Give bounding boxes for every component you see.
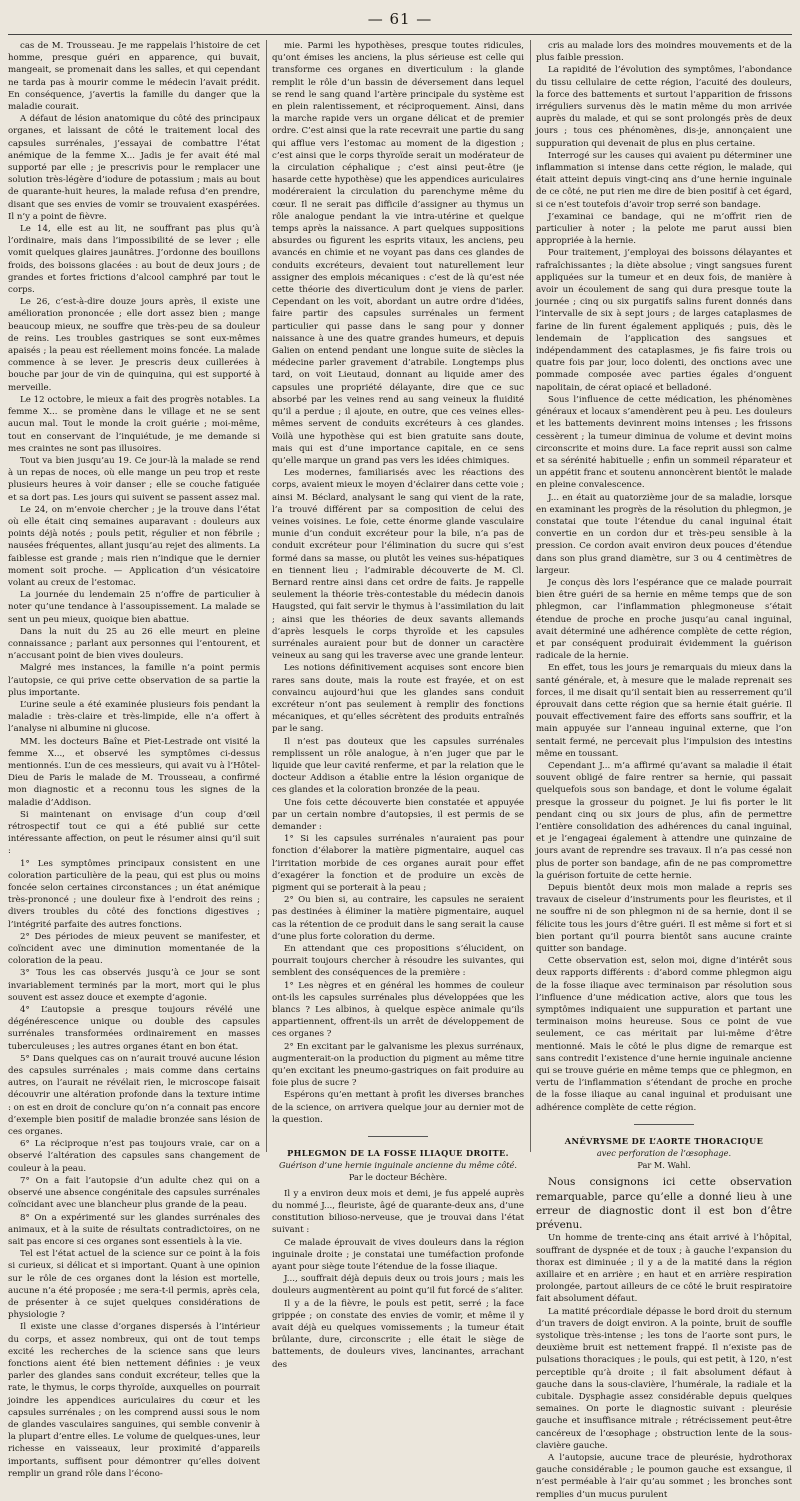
page-header xyxy=(0,10,800,32)
paragraph: Si maintenant on envisage d’un coup d’œil rétrospectif tout ce qui a été publié sur cette intéressante affection, on peut le résumer ainsi qu’il suit : xyxy=(8,809,260,857)
paragraph: 8° On a expérimenté sur les glandes surrénales des animaux, et à la suite de résultats contradictoires, on ne sait pas encore si ces organes sont essentiels à la vie. xyxy=(8,1212,260,1247)
paragraph: mie. Parmi les hypothèses, presque toutes ridicules, qu’ont émises les anciens, la plus sérieuse est celle qui transforme ces organes en diverticulum : la glande remplit le rôle d’un bassin de déversement dans lequel se rend le sang quand l’artère principale du système est en plein ralentissement, et réciproquement. Ainsi, dans la marche rapide vers un organe délicat et de premier ordre. C’est ainsi que la rate recevrait une partie du sang qui afflue vers l’estomac au moment de la digestion ; c’est ainsi que le corps thyroïde serait un modérateur de la circulation céphalique ; c’est ainsi peut-être (je hasarde cette hypothèse) que les appendices auriculaires modéreraient la circulation du parenchyme même du cœur. Il ne serait pas difficile d’assigner au thymus un rôle analogue pendant la vie intra-utérine et quelque temps après la naissance. A part quelques suppositions absurdes ou figurent les esprits vitaux, les anciens, peu avancés en chimie et ne voyant pas dans ces glandes de conduits excréteurs, devaient tout naturellement leur assigner des emplois mécaniques : c’est de là qu’est née cette théorie des diverticulum dont je viens de parler. Cependant on les voit, abordant un autre ordre d’idées, faire partir des capsules surrénales un ferment particulier qui passe dans le sang pour y donner naissance à une des quatre grandes humeurs, et depuis Galien on entend pendant une longue suite de siècles la médecine parler gravement d’atrabile. Longtemps plus tard, on voit Lieutaud, donnant au liquide amer des capsules une propriété délayante, dire que ce suc absorbé par les veines rend au sang veineux la fluidité qu’il a perdue ; il ajoute, en outre, que ces veines elles-mêmes servent de conduits excréteurs à ces glandes. Voilà une hypothèse qui est bien gratuite sans doute, mais qui est d’une importance capitale, en ce sens qu’elle marque un grand pas vers les idées chimiques. xyxy=(272,41,524,466)
paragraph: Les modernes, familiarisés avec les réactions des corps, avaient mieux le moyen d’éclairer dans cette voie ; ainsi M. Béclard, analysant le sang qui vient de la rate, l’a trouvé différent par sa composition de celui des veines voisines. Le foie, cette énorme glande vasculaire munie d’un conduit excréteur pour la bile, n’a pas de conduit excréteur pour l’élimination du sucre qui s’est formé dans sa masse, ou plutôt les veines sus-hépatiques en tiennent lieu ; l’admirable découverte de M. Cl. Bernard rentre ainsi dans cet ordre de faits. Je rappelle seulement la théorie très-contestable du médecin danois Haugsted, qui fait servir le thymus à l’assimilation du lait ; ainsi que les théories de deux savants allemands d’après lesquels le corps thyroïde et les capsules surrénales auraient pour but de donner un caractère veineux au sang qui les traverse avec une grande lenteur. xyxy=(272,468,524,662)
paragraph: MM. les docteurs Baîne et Piet-Lestrade ont visité la femme X..., et observé les symptômes ci-dessus mentionnés. L’un de ces messieurs, qui avait vu à l’Hôtel-Dieu de Paris le malade de M. Trousseau, a confirmé mon diagnostic et a reconnu tous les signes de la maladie d’Addison. xyxy=(8,736,260,808)
paragraph: 1° Si les capsules surrénales n’auraient pas pour fonction d’élaborer la matière pigmentaire, auquel cas l’irritation morbide de ces organes aurait pour effet d’exagérer la fonction et de produire un excès de pigment qui se porterait à la peau ; xyxy=(272,834,524,894)
paragraph: Il n’est pas douteux que les capsules surrénales remplissent un rôle analogue, à n’en juger que par le liquide que leur cavité renferme, et par la relation que le docteur Addison a établie entre la lésion organique de ces glandes et la coloration bronzée de la peau. xyxy=(272,736,524,796)
paragraph: En attendant que ces propositions s’élucident, on pourrait toujours chercher à résoudre les suivantes, qui semblent des conséquences de la première : xyxy=(272,944,524,979)
paragraph: 6° La réciproque n’est pas toujours vraie, car on a observé l’altération des capsules sans changement de couleur à la peau. xyxy=(8,1139,260,1174)
paragraph: 4° L’autopsie a presque toujours révélé une dégénérescence unique ou double des capsules surrénales transformées ordinairement en masses tuberculeuses ; les autres organes étant en bon état. xyxy=(8,1005,260,1052)
paragraph: J’examinai ce bandage, qui ne m’offrit rien de particulier à noter ; la pelote me parut aussi bien appropriée à la hernie. xyxy=(536,211,792,247)
paragraph: Depuis bientôt deux mois mon malade a repris ses travaux de ciseleur d’instruments pour les fleuristes, et il ne souffre ni de son phlegmon ni de sa hernie, dont il se félicite tous les jours d’être guéri. Il est même si fort et si bien portant qu’il pourra bientôt sans aucune crainte quitter son bandage. xyxy=(536,883,792,955)
paragraph: Le 14, elle est au lit, ne souffrant pas plus qu’à l’ordinaire, mais dans l’impossibilité de se lever ; elle vomit quelques glaires jaunâtres. J’ordonne des bouillons froids, des boissons glacées : au bout de deux jours ; de grandes et fortes frictions d’alcool camphré par tout le corps. xyxy=(8,224,260,296)
paragraph: Ce malade éprouvait de vives douleurs dans la région inguinale droite ; je constatai une tuméfaction profonde ayant pour siège toute l’étendue de la fosse iliaque. xyxy=(272,1237,524,1272)
article-text xyxy=(536,40,792,1114)
paragraph: La rapidité de l’évolution des symptômes, l’abondance du tissu cellulaire de cette région, l’acuité des douleurs, la force des battements et surtout l’apparition de frissons irréguliers survenus dès le matin même du mon arrivée auprès du malade, et qui se sont prolongés près de deux jours ; tous ces phénomènes, dis-je, annonçaient une suppuration qui devenait de plus en plus certaine. xyxy=(536,65,792,149)
paragraph: 1° Les nègres et en général les hommes de couleur ont-ils les capsules surrénales plus développées que les blancs ? Les albinos, à quelque espèce animale qu’ils appartiennent, offrent-ils un arrêt de développement de ces organes ? xyxy=(272,980,524,1040)
separator-rule xyxy=(368,1136,428,1137)
paragraph: Tout va bien jusqu’au 19. Ce jour-là la malade se rend à un repas de noces, où elle mange un peu trop et reste plusieurs heures à voir danser ; elle se couche fatiguée et sa dort pas. Les jours qui suivent se passent assez mal. xyxy=(8,455,260,503)
article-title: PHLEGMON DE LA FOSSE ILIAQUE DROITE. xyxy=(287,1148,509,1159)
paragraph: Il existe une classe d’organes dispersés à l’intérieur du corps, et assez nombreux, qui ont de tout temps excité les recherches de la science sans que leurs fonctions aient été bien nettement définies : je veux parler des glandes sans conduit excréteur, telles que la rate, le thymus, le corps thyroïde, auxquelles on pourrait joindre les appendices auriculaires du cœur et les capsules surrénales ; on les comprend aussi sous le nom de glandes vasculaires sanguines, qui semble convenir à la plupart d’entre elles. Le volume de quelques-unes, leur richesse en vaisseaux, leur proximité d’appareils importants, suffisent pour démontrer qu’elles doivent remplir un grand rôle dans l’écono- xyxy=(8,1322,261,1479)
article-author: Par M. Wahl. xyxy=(637,1160,691,1171)
paragraph: Pour traitement, j’employai des boissons délayantes et rafraîchissantes ; la diète absolue ; vingt sangsues furent appliquées sur la tumeur et en deux fois, de manière à avoir un écoulement de sang qui dura presque toute la journée ; cinq ou six purgatifs salins furent donnés dans l’intervalle de six à sept jours ; de larges cataplasmes de farine de lin furent également appliqués ; puis, dès le lendemain de l’application des sangsues et indépendamment des cataplasmes, je fis faire trois ou quatre fois par jour, loco dolenti, des onctions avec une pommade composée avec parties égales d’onguent napolitain, de cérat opiacé et belladoné. xyxy=(536,248,792,393)
paragraph: Malgré mes instances, la famille n’a point permis l’autopsie, ce qui prive cette observation de sa partie la plus importante. xyxy=(8,663,260,698)
paragraph: cris au malade lors des moindres mouvements et de la plus faible pression. xyxy=(536,41,792,64)
paragraph: Il y a environ deux mois et demi, je fus appelé auprès du nommé J..., fleuriste, âgé de quarante-deux ans, d’une constitution bilioso-nerveuse, que je trouvai dans l’état suivant : xyxy=(272,1188,524,1236)
paragraph: 2° Ou bien si, au contraire, les capsules ne seraient pas destinées à éliminer la matière pigmentaire, auquel cas la rétention de ce produit dans le sang serait la cause d’une plus forte coloration du derme. xyxy=(272,895,524,942)
column-right xyxy=(536,40,792,1500)
paragraph: 5° Dans quelques cas on n’aurait trouvé aucune lésion des capsules surrénales ; mais comme dans certains autres, on l’aurait ne révélait rien, le microscope faisait découvrir une altération profonde dans la texture intime : on est en droit de conclure qu’on n’a connait pas encore d’exemple bien positif de maladie bronzée sans lésion de ces organes. xyxy=(8,1053,260,1138)
page-number: — 61 — xyxy=(367,10,433,28)
paragraph: J... en était au quatorzième jour de sa maladie, lorsque en examinant les progrès de la résolution du phlegmon, je constatai que toute l’étendue du canal inguinal était convertie en un cordon dur et très-peu sensible à la pression. Ce cordon avait environ deux pouces d’étendue dans son plus grand diamètre, sur 3 ou 4 centimètres de largeur. xyxy=(536,492,792,576)
article-title: ANÉVRYSME DE L’AORTE THORACIQUE xyxy=(564,1135,764,1146)
separator-rule xyxy=(634,1124,694,1125)
paragraph: Dans la nuit du 25 au 26 elle meurt en pleine connaissance ; parlant aux personnes qui l’entourent, et n’accusant point de bien vives douleurs. xyxy=(8,626,260,662)
paragraph: En effet, tous les jours je remarquais du mieux dans la santé générale, et, à mesure que le malade reprenait ses forces, il me disait qu’il sentait bien au resserrement qu’il éprouvait dans cette région que sa hernie était guérie. Il pouvait effectivement faire des efforts sans souffrir, et la main appuyée sur l’anneau inguinal externe, que l’on sentait fermé, ne percevait plus l’impulsion des intestins même en toussant. xyxy=(536,663,792,759)
paragraph: 2° En excitant par le galvanisme les plexus surrénaux, augmenterait-on la production du pigment au même titre qu’en excitant les pneumo-gastriques on fait produire au foie plus de sucre ? xyxy=(272,1041,524,1089)
article-author: Par le docteur Béchère. xyxy=(348,1172,448,1183)
paragraph: 2° Des périodes de mieux peuvent se manifester, et coïncident avec une diminution momentanée de la coloration de la peau. xyxy=(8,931,260,967)
paragraph: Le 26, c’est-à-dire douze jours après, il existe une amélioration prononcée ; elle dort assez bien ; mange beaucoup mieux, ne souffre que très-peu de sa douleur de reins. Les troubles gastriques se sont eux-mêmes apaisés ; la peau est réellement moins foncée. La malade commence à se lever. Je prescris deux cuillerées à bouche par jour de vin de quinquina, qui est supporté à merveille. xyxy=(8,297,260,393)
paragraph: Le 24, on m’envoie chercher ; je la trouve dans l’état où elle était cinq semaines auparavant : douleurs aux points déjà notés ; pouls petit, régulier et non fébrile ; nausées fréquentes, allant jusqu’au rejet des aliments. La faiblesse est grande ; mais rien n’indique que le dernier moment soit proche. — Application d’un vésicatoire volant au creux de l’estomac. xyxy=(8,504,260,588)
paragraph: Un homme de trente-cinq ans était arrivé à l’hôpital, souffrant de dyspnée et de toux ; à gauche l’expansion du thorax est diminuée ; il y a de la matité dans la région axillaire et en arrière ; en haut et en arrière respiration prolongée, partout ailleurs de ce côté le bruit respiratoire fait absolument défaut. xyxy=(536,1233,792,1305)
paragraph: A l’autopsie, aucune trace de pleurésie, hydrothorax gauche considérable ; le poumon gauche est exsangue, il n’est perméable à l’air qu’au sommet ; les bronches sont remplies d’un mucus purulent xyxy=(536,1452,792,1500)
paragraph: La matité précordiale dépasse le bord droit du sternum d’un travers de doigt environ. A la pointe, bruit de souffle systolique très-intense ; les tons de l’aorte sont purs, le deuxième bruit est nettement frappé. Il n’existe pas de pulsations thoraciques ; le pouls, qui est petit, à 120, n’est perceptible qu’à droite ; il fait absolument défaut à gauche dans la sous-clavière, l’humérale, la radiale et la cubitale. Dysphagie assez considérable depuis quelques semaines. On porte le diagnostic suivant : pleurésie gauche et insuffisance mitrale ; rétrécissement peut-être cancéreux de l’œsophage ; obstruction lente de la sous-clavière gauche. xyxy=(536,1306,792,1451)
paragraph: 1° Les symptômes principaux consistent en une coloration particulière de la peau, qui est plus ou moins foncée selon certaines circonstances ; un état anémique très-prononcé ; une douleur fixe à l’endroit des reins ; divers troubles du côté des fonctions digestives ; l’intégrité parfaite des autres fonctions. xyxy=(8,858,260,930)
paragraph: Sous l’influence de cette médication, les phénomènes généraux et locaux s’amendèrent peu à peu. Les douleurs et les battements devinrent moins intenses ; les frissons cessèrent ; la tumeur diminua de volume et devint moins circonscrite et moins dure. La face reprit aussi son calme et sa sérénité habituelle ; enfin un sommeil réparateur et un appétit franc et soutenu annoncèrent bientôt le malade en pleine convalescence. xyxy=(536,394,792,491)
paragraph: L’urine seule a été examinée plusieurs fois pendant la maladie : très-claire et très-limpide, elle n’a offert à l’analyse ni albumine ni glucose. xyxy=(8,699,260,735)
paragraph: 3° Tous les cas observés jusqu’à ce jour se sont invariablement terminés par la mort, mort qui le plus souvent est assez douce et exempte d’agonie. xyxy=(8,968,260,1003)
column-left xyxy=(8,40,261,1479)
paragraph: Espérons qu’en mettant à profit les diverses branches de la science, on arrivera quelque jour au dernier mot de la question. xyxy=(272,1090,524,1125)
column-divider xyxy=(530,40,531,1152)
article-text xyxy=(272,40,524,1126)
header-rule xyxy=(8,34,792,35)
article-subtitle: Guérison d’une hernie inguinale ancienne du même côté. xyxy=(278,1160,518,1171)
article-subtitle: avec perforation de l’œsophage. xyxy=(596,1148,732,1159)
paragraph: Cette observation est, selon moi, digne d’intérêt sous deux rapports différents : d’abord comme phlegmon aigu de la fosse iliaque avec terminaison par résolution sous l’influence d’une médication active, alors que tous les symptômes indiquaient une suppuration et partant une terminaison moins heureuse. Sous ce point de vue seulement, ce cas méritait par lui-même d’être mentionné. Mais le côté le plus digne de remarque est sans contredit l’existence d’une hernie inguinale ancienne qui se trouve guérie en même temps que ce phlegmon, en vertu de l’inflammation s’étendant de proche en proche de la fosse iliaque au canal inguinal et produisant une adhérence complète de cette région. xyxy=(536,956,792,1113)
paragraph: J..., souffrait déjà depuis deux ou trois jours ; mais les douleurs augmentèrent au point qu’il fut forcé de s’aliter. xyxy=(272,1274,524,1297)
paragraph: Je conçus dès lors l’espérance que ce malade pourrait bien être guéri de sa hernie en même temps que de son phlegmon, car l’inflammation phlegmoneuse s’était étendue de proche en proche jusqu’au canal inguinal, avait déterminé une adhérence complète de cette région, et par conséquent produirait évidemment la guérison radicale de la hernie. xyxy=(536,577,792,662)
article-lead: Nous consignons ici cette observation remarquable, parce qu’elle a donné lieu à une erreur de diagnostic dont il est bon d’être prévenu. xyxy=(536,1176,792,1232)
paragraph: Il y a de la fièvre, le pouls est petit, serré ; la face grippée ; on constate des envies de vomir, et même il y avait déjà eu quelques vomissements ; la tumeur était brûlante, dure, circonscrite ; elle était le siège de battements, de douleurs vives, lancinantes, arrachant des xyxy=(272,1298,524,1370)
paragraph: Interrogé sur les causes qui avaient pu déterminer une inflammation si intense dans cette région, le malade, qui était atteint depuis vingt-cinq ans d’une hernie inguinale de ce côté, ne put rien me dire de bien positif à cet égard, si ce n’est toutefois d’avoir trop serré son bandage. xyxy=(536,150,792,210)
paragraph: Tel est l’état actuel de la science sur ce point à la fois si curieux, si délicat et si important. Quant à une opinion sur le rôle de ces organes dont la lésion est mortelle, aucune n’a été proposée ; me sera-t-il permis, après cela, de présenter à ce sujet quelques considérations de physiologie ? xyxy=(8,1249,260,1321)
paragraph: cas de M. Trousseau. Je me rappelais l’histoire de cet homme, presque guéri en apparence, qui buvait, mangeait, se promenait dans les salles, et qui cependant ne tarda pas à mourir comme le médecin l’avait prédit. En conséquence, j’avertis la famille du danger que la maladie courait. xyxy=(8,41,260,113)
article-body xyxy=(272,1188,524,1371)
column-divider xyxy=(266,40,267,1152)
paragraph: La journée du lendemain 25 n’offre de particulier à noter qu’une tendance à l’assoupissement. La malade se sent un peu mieux, quoique bien abattue. xyxy=(8,590,260,625)
paragraph: Les notions définitivement acquises sont encore bien rares sans doute, mais la route est frayée, et on est convaincu aujourd’hui que les glandes sans conduit excréteur n’ont pas seulement à remplir des fonctions mécaniques, et qu’elles sécrètent des produits entraînés par le sang. xyxy=(272,663,524,735)
paragraph: A défaut de lésion anatomique du côté des principaux organes, et laissant de côté le traitement local des capsules surrénales, j’essayai de combattre l’état anémique de la femme X... Jadis je fer avait été mal supporté par elle ; je prescrivis pour le remplacer une solution très-légère d’iodure de potassium ; mais au bout de quarante-huit heures, la malade refusa d’en prendre, disant que ses envies de vomir se trouvaient exaspérées. Il n’y a point de fièvre. xyxy=(8,114,260,222)
article-body xyxy=(536,1232,792,1500)
paragraph: 7° On a fait l’autopsie d’un adulte chez qui on a observé une absence congénitale des capsules surrénales coïncidant avec une blancheur plus grande de la peau. xyxy=(8,1175,260,1211)
paragraph: Cependant J... m’a affirmé qu’avant sa maladie il était souvent obligé de faire rentrer sa hernie, qui passait quelquefois sous son bandage, et dont le volume égalait presque la grosseur du poignet. Je lui fis porter le lit pendant cinq ou six jours de plus, afin de permettre l’entière consolidation des adhérences du canal inguinal, et je l’engageai également à attendre une quinzaine de jours avant de reprendre ses travaux. Il n’a pas cessé non plus de porter son bandage, afin de ne pas compromettre la guérison fortuite de cette hernie. xyxy=(536,760,792,881)
column-middle xyxy=(272,40,524,1370)
paragraph: Une fois cette découverte bien constatée et appuyée par un certain nombre d’autopsies, il est permis de se demander : xyxy=(272,797,524,832)
paragraph: Le 12 octobre, le mieux a fait des progrès notables. La femme X... se promène dans le village et ne se sent aucun mal. Tout le monde la croit guérie ; moi-même, tout en conservant de l’inquiétude, je me demande si mes craintes ne sont pas illusoires. xyxy=(8,394,260,454)
